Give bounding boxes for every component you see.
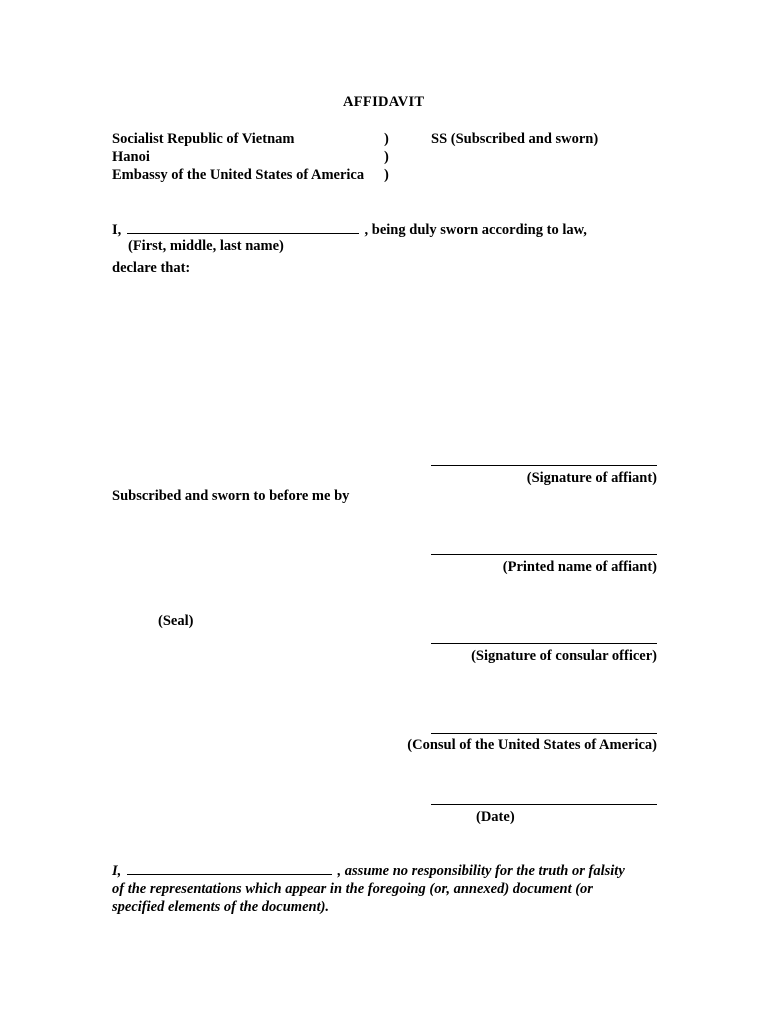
- disclaimer-line-3: specified elements of the document).: [112, 899, 330, 915]
- subscribed-label: Subscribed and sworn to before me by: [112, 488, 350, 504]
- consul-label: (Consul of the United States of America): [407, 737, 657, 753]
- disclaimer-line1-rest: , assume no responsibility for the truth or falsity: [337, 863, 625, 879]
- printed-name-label: (Printed name of affiant): [502, 559, 657, 575]
- jurisdiction-embassy: Embassy of the United States of America: [112, 167, 365, 183]
- declaration-suffix: , being duly sworn according to law,: [364, 222, 587, 238]
- officer-name-blank[interactable]: [127, 860, 332, 875]
- disclaimer-line-1: [112, 860, 672, 880]
- jurisdiction-city: Hanoi: [112, 149, 150, 165]
- date-line[interactable]: [431, 804, 657, 805]
- declaration-prefix: I,: [112, 222, 122, 238]
- disclaimer-paragraph: [112, 860, 672, 916]
- disclaimer-line-2: of the representations which appear in the foregoing (or, annexed) document (or: [112, 881, 593, 897]
- document-title: AFFIDAVIT: [343, 94, 425, 110]
- ss-label: SS (Subscribed and sworn): [431, 131, 599, 147]
- consular-signature-label: (Signature of consular officer): [471, 648, 657, 664]
- consul-line[interactable]: [431, 733, 657, 734]
- jurisdiction-paren-1: ): [384, 131, 389, 147]
- seal-label: (Seal): [158, 613, 194, 629]
- jurisdiction-paren-2: ): [384, 149, 389, 165]
- declaration-line: [112, 219, 587, 239]
- jurisdiction-paren-3: ): [384, 167, 389, 183]
- affiant-signature-line[interactable]: [431, 465, 657, 466]
- affiant-name-blank[interactable]: [127, 219, 359, 234]
- name-hint: (First, middle, last name): [128, 238, 284, 254]
- disclaimer-prefix: I,: [112, 863, 122, 879]
- affiant-signature-label: (Signature of affiant): [526, 470, 657, 486]
- jurisdiction-country: Socialist Republic of Vietnam: [112, 131, 295, 147]
- printed-name-line[interactable]: [431, 554, 657, 555]
- declare-label: declare that:: [112, 260, 191, 276]
- date-label: (Date): [476, 809, 515, 825]
- consular-signature-line[interactable]: [431, 643, 657, 644]
